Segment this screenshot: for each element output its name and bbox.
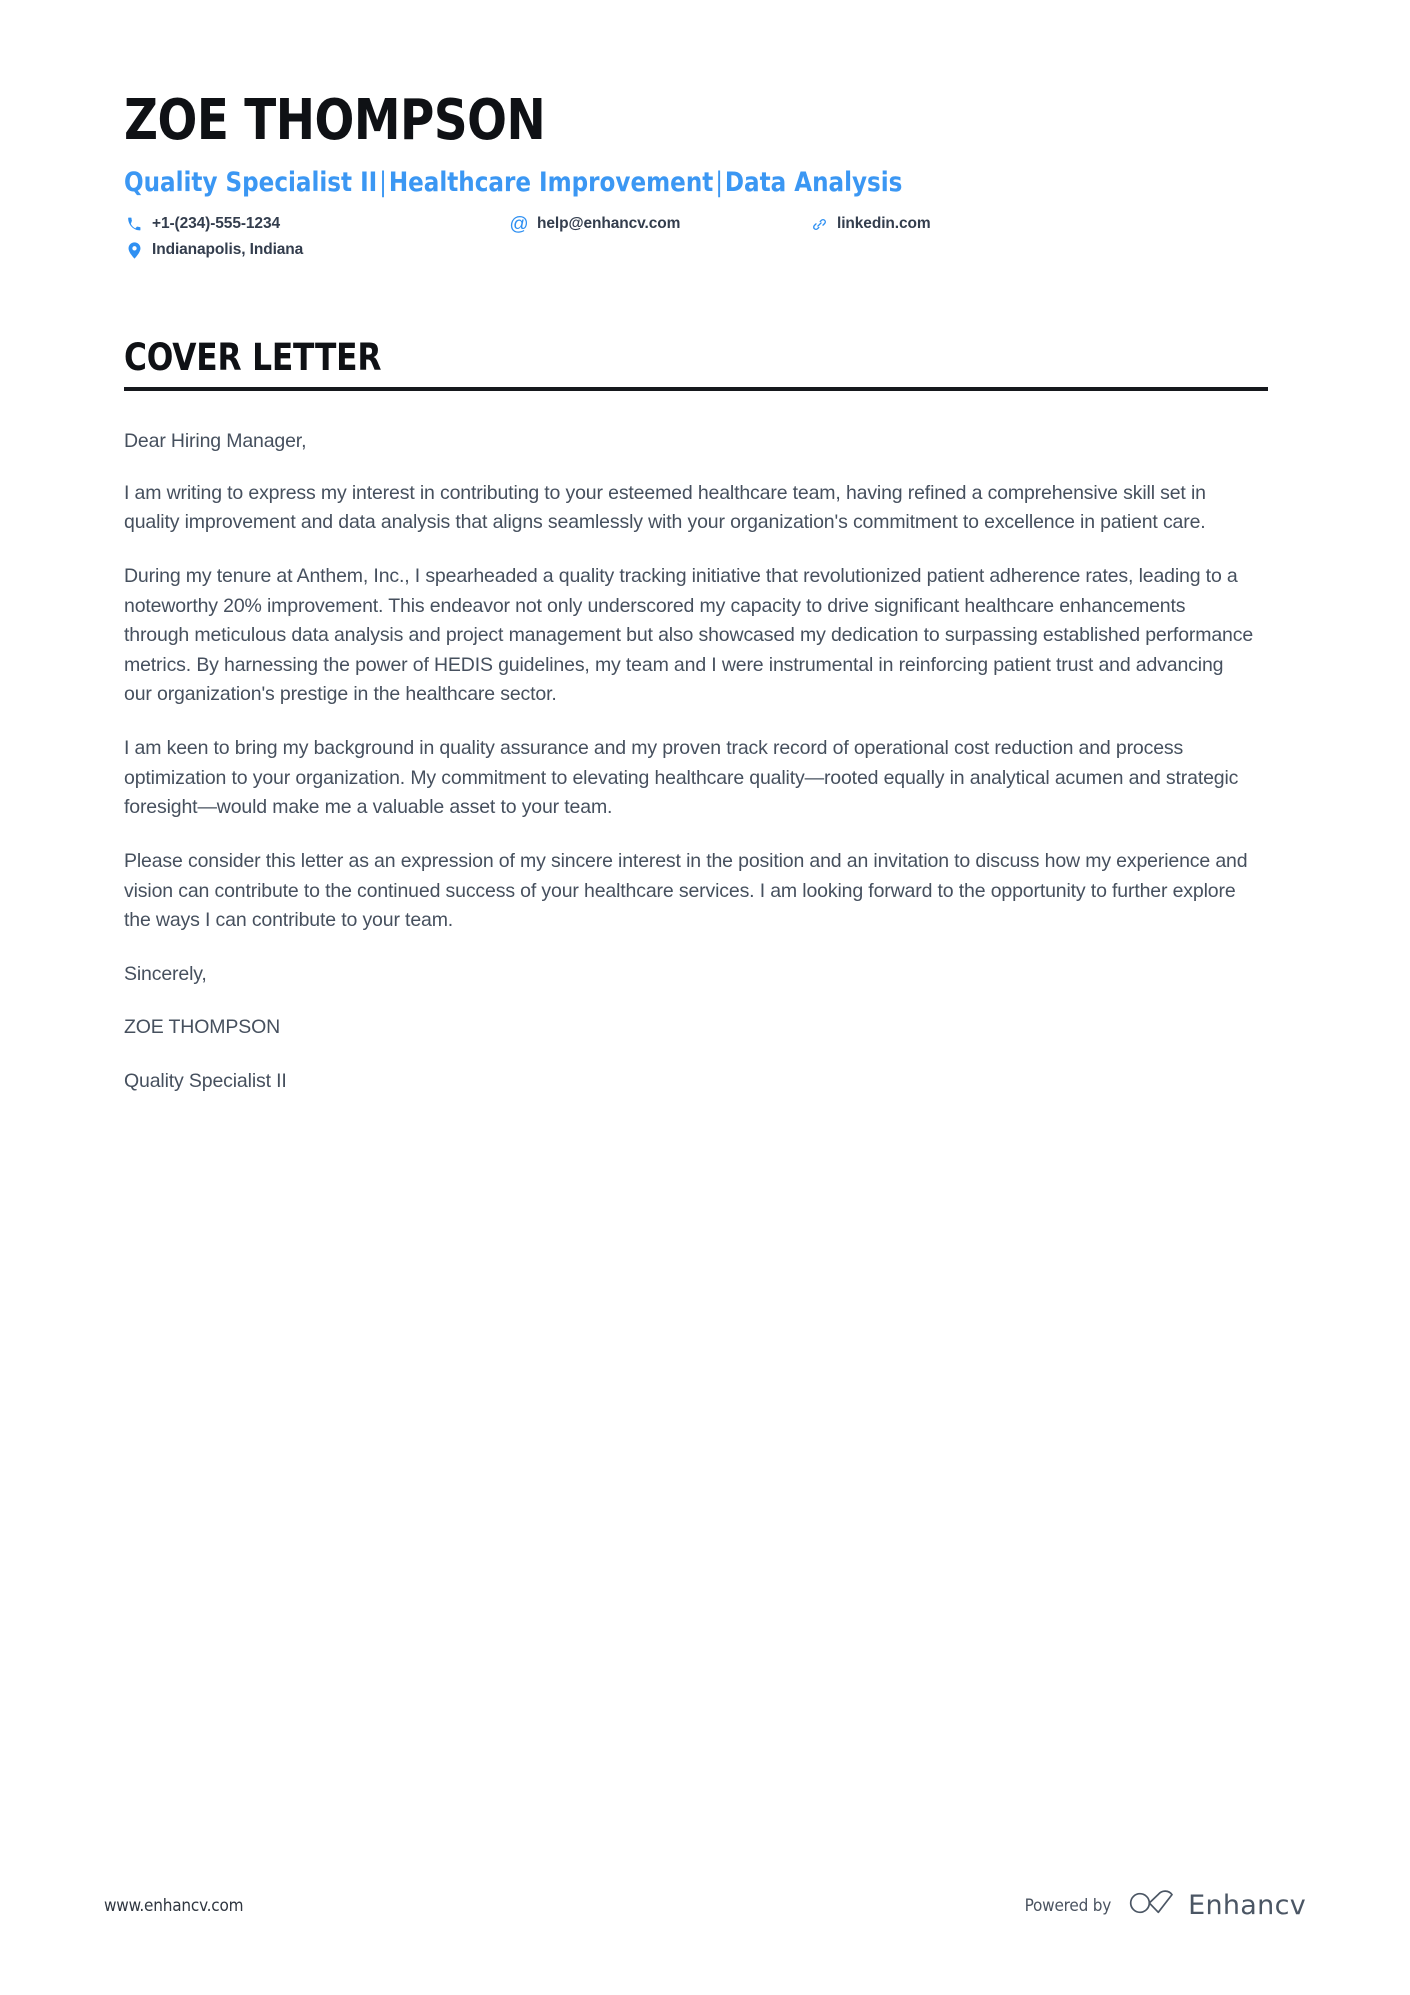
contact-phone-value: +1-(234)-555-1234 — [152, 215, 280, 233]
contact-phone[interactable] — [124, 215, 509, 233]
contact-list — [124, 215, 1164, 259]
header-subtitle — [124, 167, 1211, 199]
signature-name: ZOE THOMPSON — [124, 1016, 281, 1039]
letter-paragraph-1: I am writing to express my interest in contributing to your esteemed healthcare team, having refined a comprehensive skill set in quality improvement and data analysis that aligns seamlessly with your organization's commitment to excellence in patient care. — [124, 481, 1206, 534]
header — [124, 0, 1268, 259]
section-title: COVER LETTER — [124, 336, 382, 380]
footer — [104, 1890, 1306, 1921]
subtitle-separator-1: | — [379, 166, 387, 198]
phone-icon — [124, 215, 144, 233]
contact-location-value: Indianapolis, Indiana — [152, 241, 304, 259]
letter-salutation: Dear Hiring Manager, — [124, 430, 307, 453]
contact-email-value: help@enhancv.com — [537, 215, 681, 233]
footer-website-url[interactable]: www.enhancv.com — [104, 1895, 244, 1916]
contact-link-value: linkedin.com — [837, 215, 931, 233]
enhancv-brand-name: Enhancv — [1188, 1890, 1306, 1921]
subtitle-part-3: Data Analysis — [724, 166, 903, 198]
signature-title: Quality Specialist II — [124, 1070, 287, 1093]
cover-letter-section — [124, 336, 1268, 1096]
subtitle-part-2: Healthcare Improvement — [388, 166, 714, 198]
contact-email[interactable] — [509, 215, 809, 233]
enhancv-logo-lockup — [1129, 1890, 1306, 1921]
at-icon: @ — [509, 213, 529, 235]
map-pin-icon — [124, 241, 144, 259]
signature-block — [124, 960, 1254, 1097]
letter-body — [124, 427, 1254, 1097]
document-content — [124, 0, 1268, 1097]
letter-paragraph-2: During my tenure at Anthem, Inc., I spearheaded a quality tracking initiative that revolutionized patient adherence rates, leading to a noteworthy 20% improvement. This endeavor not only underscored my capacity to drive significant healthcare enhancements through meticulous data analysis and project management but also showcased my dedication to surpassing established performance metrics. By harnessing the power of HEDIS guidelines, my team and I were instrumental in reinforcing patient trust and advancing our organization's prestige in the healthcare sector. — [124, 564, 1254, 706]
contact-row-2 — [124, 241, 1164, 259]
contact-link[interactable] — [809, 215, 1109, 233]
section-divider — [124, 387, 1268, 391]
footer-brand — [1025, 1890, 1306, 1921]
contact-row-1 — [124, 215, 1164, 233]
subtitle-separator-2: | — [715, 166, 723, 198]
contact-location — [124, 241, 509, 259]
letter-closing: Sincerely, — [124, 962, 207, 985]
subtitle-part-1: Quality Specialist II — [124, 166, 378, 198]
letter-paragraph-4: Please consider this letter as an expression of my sincere interest in the position and an invitation to discuss how my experience and vision can contribute to the continued success of your healthcare services. I am looking forward to the opportunity to further explore the ways I can contribute to your team. — [124, 849, 1248, 932]
letter-paragraph-3: I am keen to bring my background in quality assurance and my proven track record of operational cost reduction and process optimization to your organization. My commitment to elevating healthcare quality—rooted equally in analytical acumen and strategic foresight—would make me a valuable asset to your team. — [124, 737, 1239, 819]
link-icon — [809, 215, 829, 233]
enhancv-infinity-logo-icon — [1129, 1890, 1175, 1921]
page-title: ZOE THOMPSON — [124, 88, 546, 153]
powered-by-label: Powered by — [1024, 1895, 1112, 1916]
